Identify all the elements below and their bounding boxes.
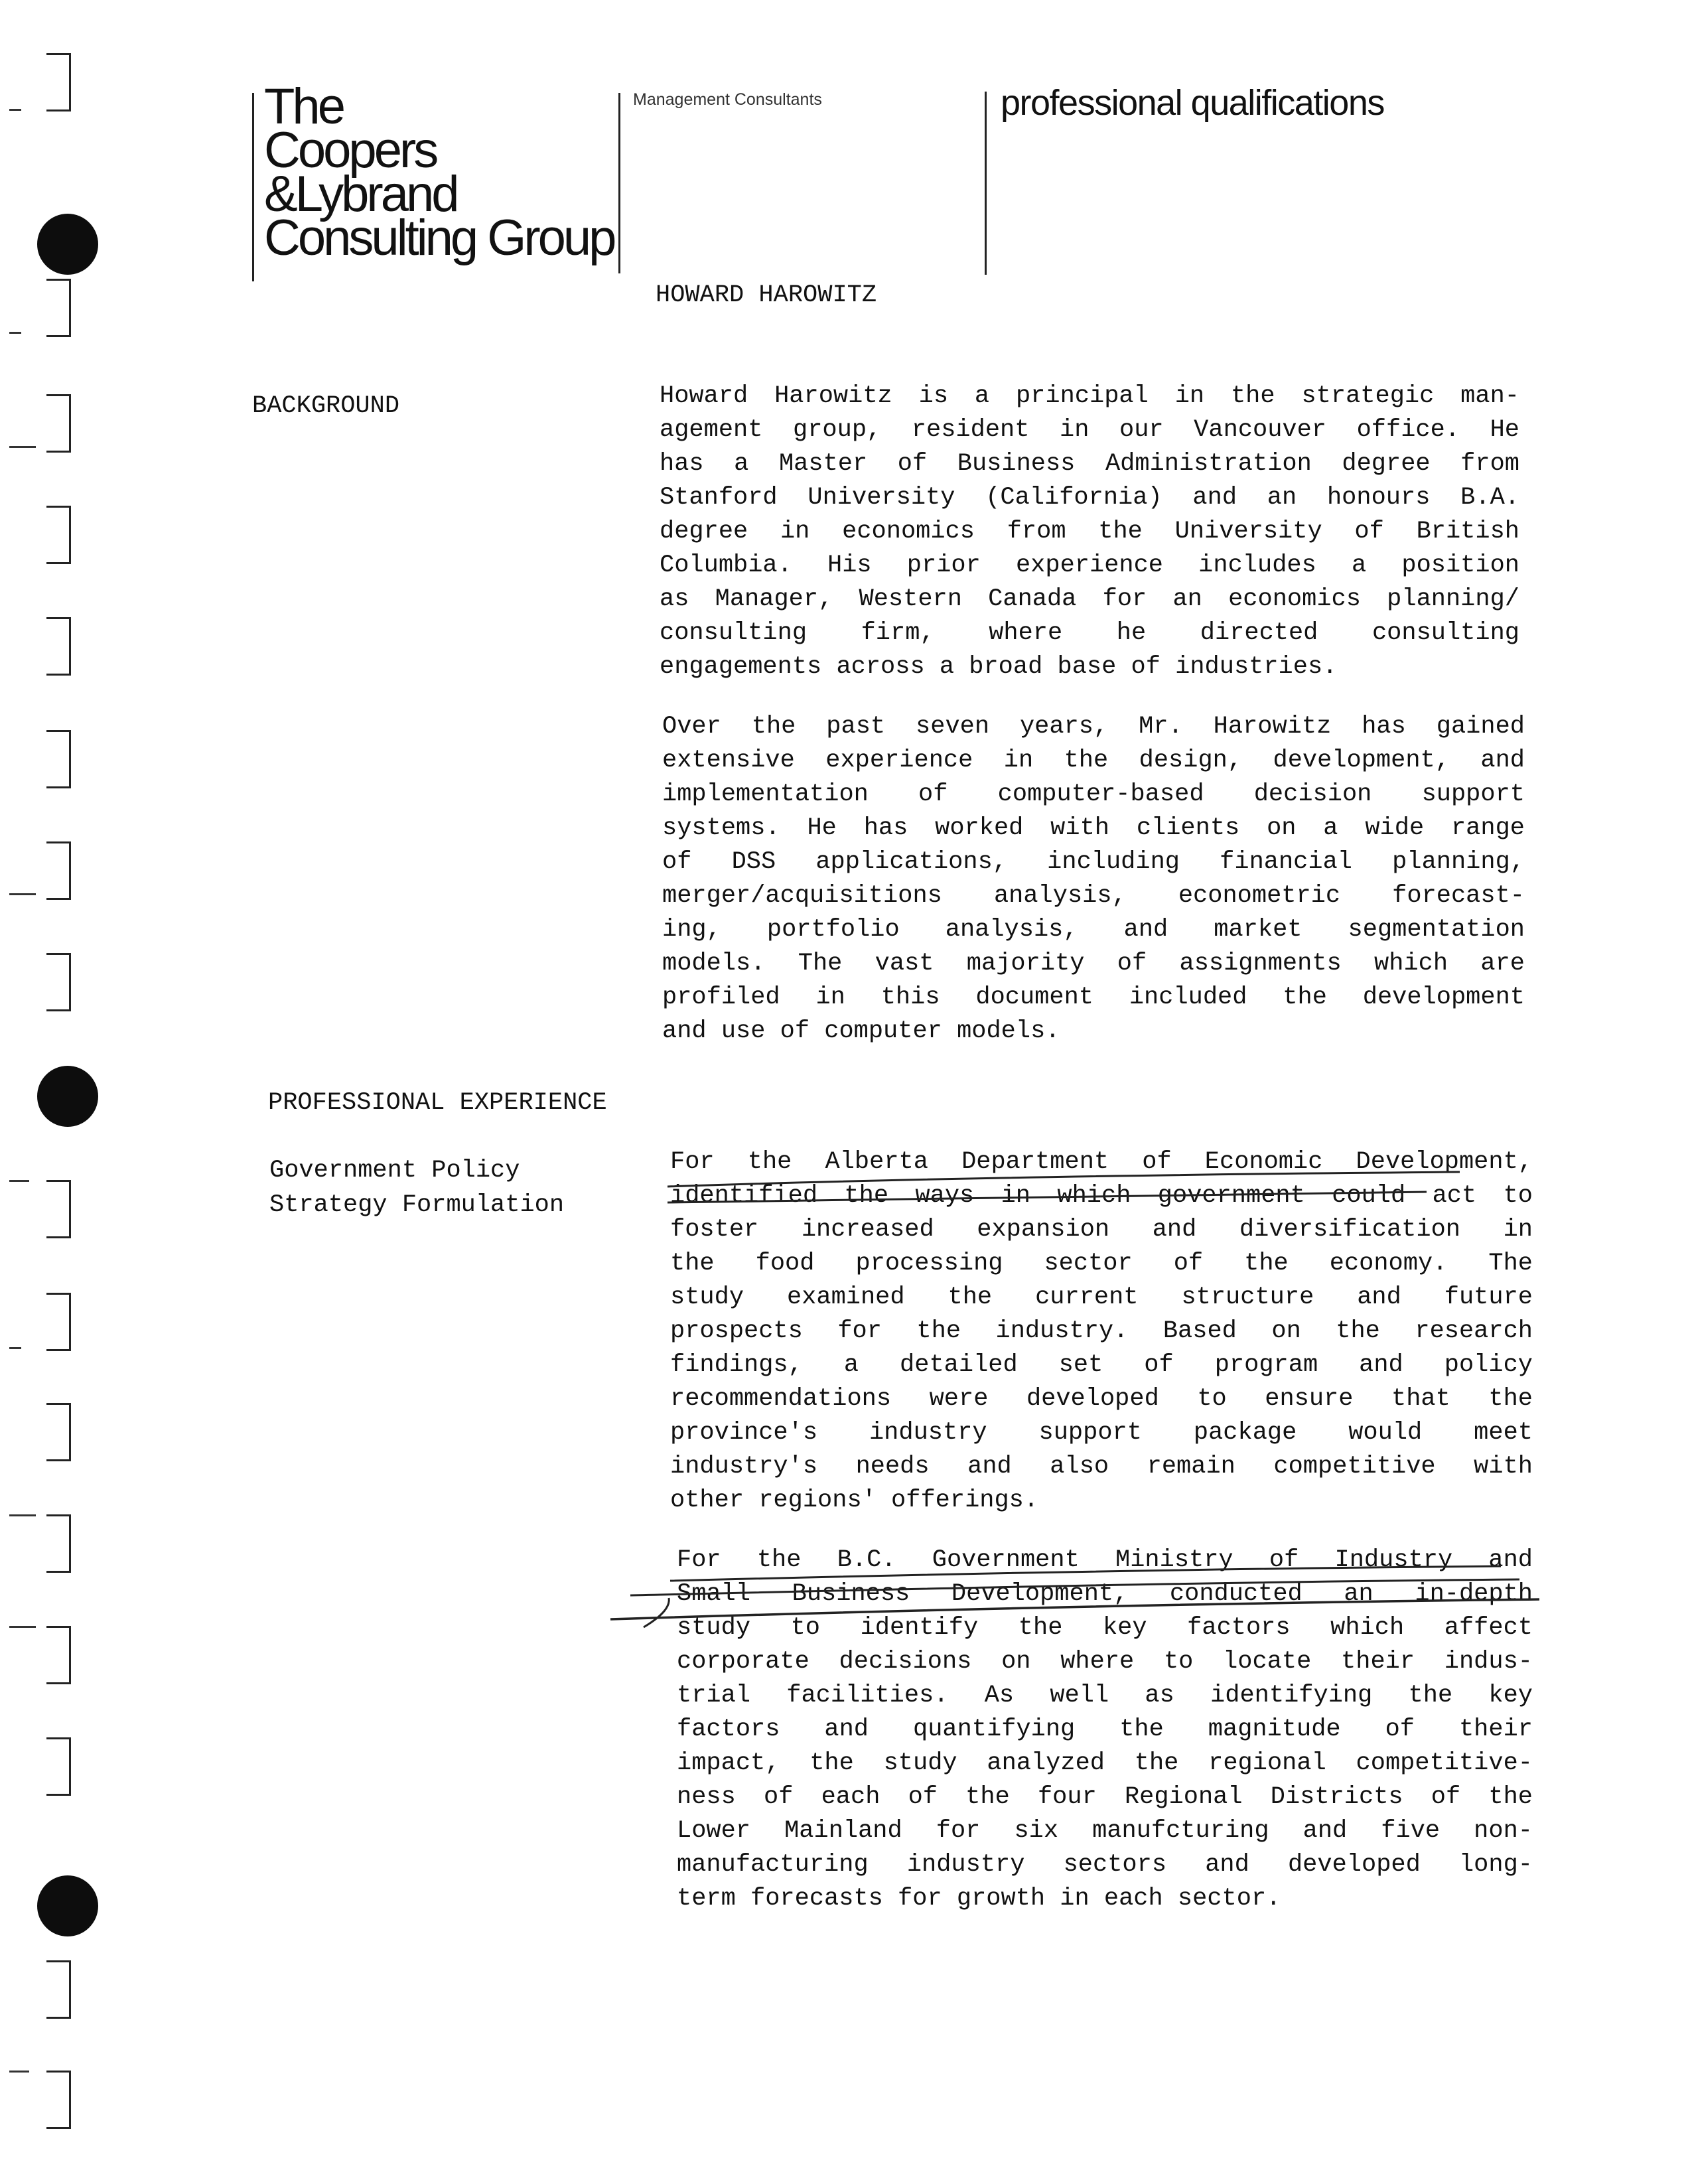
company-logo bbox=[264, 78, 614, 266]
text-line: Lower Mainland for six manufcturing and five non- bbox=[677, 1817, 1533, 1845]
text-line: foster increased expansion and diversification in bbox=[670, 1216, 1533, 1244]
header-divider-1 bbox=[618, 93, 620, 273]
text-line: extensive experience in the design, development, and bbox=[662, 747, 1525, 774]
category-line: Government Policy bbox=[269, 1157, 520, 1185]
text-line: and use of computer models. bbox=[662, 1017, 1060, 1045]
margin-tick bbox=[9, 446, 36, 448]
text-line: trial facilities. As well as identifying the key bbox=[677, 1682, 1533, 1710]
text-line: of DSS applications, including financial planning, bbox=[662, 848, 1525, 876]
margin-tick bbox=[9, 332, 21, 334]
margin-bracket bbox=[46, 1293, 71, 1351]
text-line: prospects for the industry. Based on the research bbox=[670, 1317, 1533, 1345]
margin-tick bbox=[9, 1347, 21, 1349]
punch-hole-3 bbox=[37, 1875, 98, 1936]
text-line: identified the ways in which government could act to bbox=[670, 1182, 1533, 1210]
margin-bracket bbox=[46, 506, 71, 564]
margin-tick bbox=[9, 1626, 36, 1628]
logo-line: &Lybrand bbox=[264, 166, 457, 222]
text-line: manufacturing industry sectors and developed long- bbox=[677, 1851, 1533, 1879]
text-line: study to identify the key factors which affect bbox=[677, 1614, 1533, 1642]
background-paragraph-2 bbox=[662, 710, 1525, 1049]
text-line: implementation of computer-based decision support bbox=[662, 780, 1525, 808]
experience-category-label bbox=[269, 1153, 564, 1222]
category-line: Strategy Formulation bbox=[269, 1191, 565, 1219]
text-line: degree in economics from the University of British bbox=[660, 518, 1519, 546]
text-line: For the Alberta Department of Economic Development, bbox=[670, 1148, 1533, 1176]
text-line: agement group, resident in our Vancouver office. He bbox=[660, 416, 1519, 444]
margin-bracket bbox=[46, 2071, 71, 2129]
text-line: profiled in this document included the development bbox=[662, 983, 1525, 1011]
logo-line: Coopers bbox=[264, 122, 437, 179]
margin-tick bbox=[9, 1180, 29, 1182]
text-line: the food processing sector of the economy. The bbox=[670, 1250, 1533, 1277]
text-line: province's industry support package would meet bbox=[670, 1419, 1533, 1447]
text-line: other regions' offerings. bbox=[670, 1487, 1039, 1514]
text-line: ing, portfolio analysis, and market segmentation bbox=[662, 916, 1525, 944]
text-line: recommendations were developed to ensure that the bbox=[670, 1385, 1533, 1413]
background-heading: BACKGROUND bbox=[252, 392, 400, 420]
logo-line: Consulting Group bbox=[264, 210, 614, 266]
text-line: term forecasts for growth in each sector. bbox=[677, 1885, 1281, 1913]
margin-tick bbox=[9, 109, 21, 111]
experience-paragraph-1 bbox=[670, 1145, 1533, 1518]
text-line: models. The vast majority of assignments which are bbox=[662, 950, 1525, 978]
margin-bracket bbox=[46, 841, 71, 900]
margin-bracket bbox=[46, 53, 71, 111]
logo-left-rule bbox=[252, 93, 254, 281]
text-line: Howard Harowitz is a principal in the strategic man- bbox=[660, 382, 1519, 410]
text-line: systems. He has worked with clients on a wide range bbox=[662, 814, 1525, 842]
header-divider-2 bbox=[985, 92, 987, 275]
division-label: Management Consultants bbox=[633, 90, 822, 109]
margin-bracket bbox=[46, 953, 71, 1011]
margin-bracket bbox=[46, 1960, 71, 2019]
margin-bracket bbox=[46, 1180, 71, 1238]
margin-bracket bbox=[46, 394, 71, 453]
text-line: Over the past seven years, Mr. Harowitz has gained bbox=[662, 713, 1525, 741]
text-line: as Manager, Western Canada for an economics planning/ bbox=[660, 585, 1519, 613]
margin-bracket bbox=[46, 279, 71, 337]
punch-hole-1 bbox=[37, 214, 98, 275]
text-line: For the B.C. Government Ministry of Industry and bbox=[677, 1546, 1533, 1574]
text-line: findings, a detailed set of program and policy bbox=[670, 1351, 1533, 1379]
experience-paragraph-2 bbox=[677, 1544, 1533, 1916]
text-line: merger/acquisitions analysis, econometric forecast- bbox=[662, 882, 1525, 910]
margin-bracket bbox=[46, 1626, 71, 1684]
margin-bracket bbox=[46, 1403, 71, 1461]
text-line: impact, the study analyzed the regional competitive- bbox=[677, 1749, 1533, 1777]
logo-line: The bbox=[264, 78, 343, 135]
text-line: consulting firm, where he directed consulting bbox=[660, 619, 1519, 647]
person-name: HOWARD HAROWITZ bbox=[656, 281, 877, 309]
text-line: Small Business Development, conducted an in-depth bbox=[677, 1580, 1533, 1608]
text-line: corporate decisions on where to locate their indus- bbox=[677, 1648, 1533, 1676]
text-line: study examined the current structure and future bbox=[670, 1283, 1533, 1311]
margin-bracket bbox=[46, 730, 71, 788]
text-line: industry's needs and also remain competitive with bbox=[670, 1453, 1533, 1481]
text-line: ness of each of the four Regional Districts of the bbox=[677, 1783, 1533, 1811]
margin-tick bbox=[9, 2071, 29, 2073]
professional-experience-heading: PROFESSIONAL EXPERIENCE bbox=[268, 1089, 607, 1117]
text-line: Stanford University (California) and an honours B.A. bbox=[660, 484, 1519, 512]
margin-bracket bbox=[46, 1514, 71, 1573]
margin-bracket bbox=[46, 1737, 71, 1796]
text-line: Columbia. His prior experience includes a position bbox=[660, 551, 1519, 579]
text-line: has a Master of Business Administration degree from bbox=[660, 450, 1519, 478]
text-line: factors and quantifying the magnitude of their bbox=[677, 1715, 1533, 1743]
document-title: professional qualifications bbox=[1001, 83, 1384, 123]
margin-tick bbox=[9, 1514, 36, 1516]
margin-tick bbox=[9, 893, 36, 895]
background-paragraph-1 bbox=[660, 380, 1519, 684]
punch-hole-2 bbox=[37, 1066, 98, 1127]
margin-bracket bbox=[46, 617, 71, 676]
text-line: engagements across a broad base of industries. bbox=[660, 653, 1338, 681]
